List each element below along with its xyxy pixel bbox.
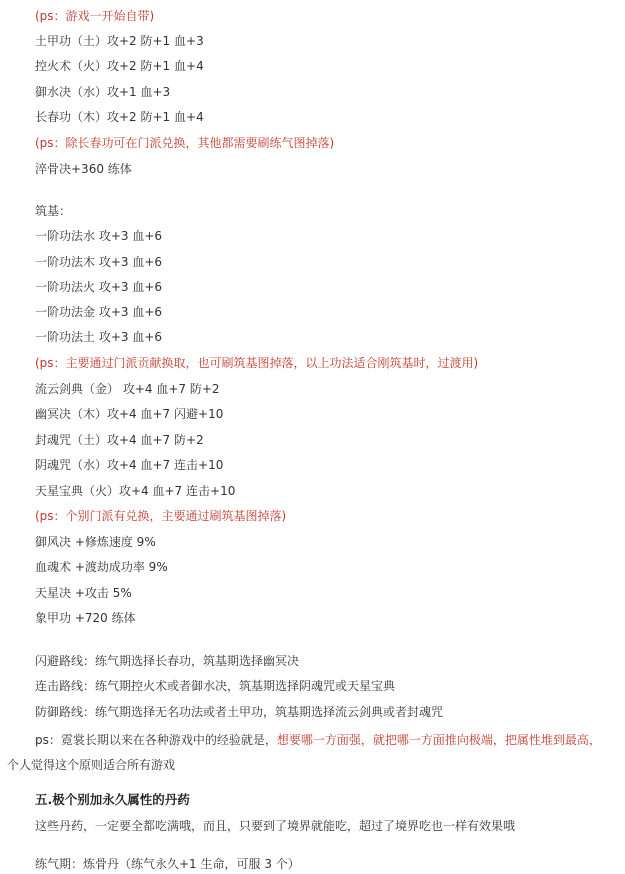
skill-line-konghuo: 控火术（火）攻+2 防+1 血+4 [35, 59, 204, 73]
skill-line-tujia: 土甲功（土）攻+2 防+1 血+3 [35, 34, 204, 48]
skill-line-tier1-fire: 一阶功法火 攻+3 血+6 [35, 280, 163, 294]
skill-line-yushui: 御水决（水）攻+1 血+3 [35, 85, 171, 99]
ps-note-starter: (ps：游戏一开始自带) [35, 9, 155, 23]
ps-note-drop: (ps：除长春功可在门派兑换，其他都需要刷练气图掉落) [35, 136, 335, 150]
skill-line-tianxing: 天星宝典（火）攻+4 血+7 连击+10 [35, 484, 236, 498]
pill-line-liangu: 练气期：炼骨丹（练气永久+1 生命，可服 3 个） [35, 857, 300, 871]
skill-line-tianxingjue: 天星决 +攻击 5% [35, 586, 132, 600]
section-title-pills: 五.极个别加永久属性的丹药 [35, 792, 190, 807]
skill-line-xiangjia: 象甲功 +720 练体 [35, 611, 136, 625]
skill-line-tier1-water: 一阶功法水 攻+3 血+6 [35, 229, 163, 243]
skill-line-tier1-metal: 一阶功法金 攻+3 血+6 [35, 305, 163, 319]
ps-principle-highlight: 想要哪一方面强，就把哪一方面推向极端，把属性堆到最高， [276, 733, 601, 747]
ps-note-exchange: (ps：个别门派有兑换，主要通过刷筑基图掉落) [35, 509, 287, 523]
route-combo: 连击路线：练气期控火术或者御水决，筑基期选择阴魂咒或天星宝典 [35, 679, 396, 693]
skill-line-yinhun: 阴魂咒（水）攻+4 血+7 连击+10 [35, 458, 224, 472]
ps-principle-paragraph [7, 728, 613, 778]
skill-line-tier1-wood: 一阶功法木 攻+3 血+6 [35, 255, 163, 269]
ps-principle-prefix: ps：霓裳长期以来在各种游戏中的经验就是， [35, 733, 277, 747]
section-intro-pills: 这些丹药，一定要全都吃满哦，而且，只要到了境界就能吃，超过了境界吃也一样有效果哦 [35, 819, 516, 833]
skill-line-youming: 幽冥决（木）攻+4 血+7 闪避+10 [35, 407, 224, 421]
skill-line-fenghun: 封魂咒（土）攻+4 血+7 防+2 [35, 433, 204, 447]
section-zhuji-label: 筑基： [35, 204, 72, 218]
skill-line-xuehun: 血魂术 +渡劫成功率 9% [35, 560, 168, 574]
skill-line-liuyun: 流云剑典（金） 攻+4 血+7 防+2 [35, 382, 220, 396]
ps-principle-continuation: 个人觉得这个原则适合所有游戏 [7, 758, 176, 772]
skill-line-cuigu: 淬骨决+360 练体 [35, 162, 132, 176]
route-defense: 防御路线：练气期选择无名功法或者土甲功，筑基期选择流云剑典或者封魂咒 [35, 705, 444, 719]
route-dodge: 闪避路线：练气期选择长春功，筑基期选择幽冥决 [35, 654, 300, 668]
skill-line-changchun: 长春功（木）攻+2 防+1 血+4 [35, 110, 204, 124]
skill-line-tier1-earth: 一阶功法土 攻+3 血+6 [35, 330, 163, 344]
ps-note-sect: (ps：主要通过门派贡献换取，也可刷筑基图掉落，以上功法适合刚筑基时，过渡用) [35, 356, 479, 370]
skill-line-yufeng: 御风决 +修炼速度 9% [35, 535, 156, 549]
